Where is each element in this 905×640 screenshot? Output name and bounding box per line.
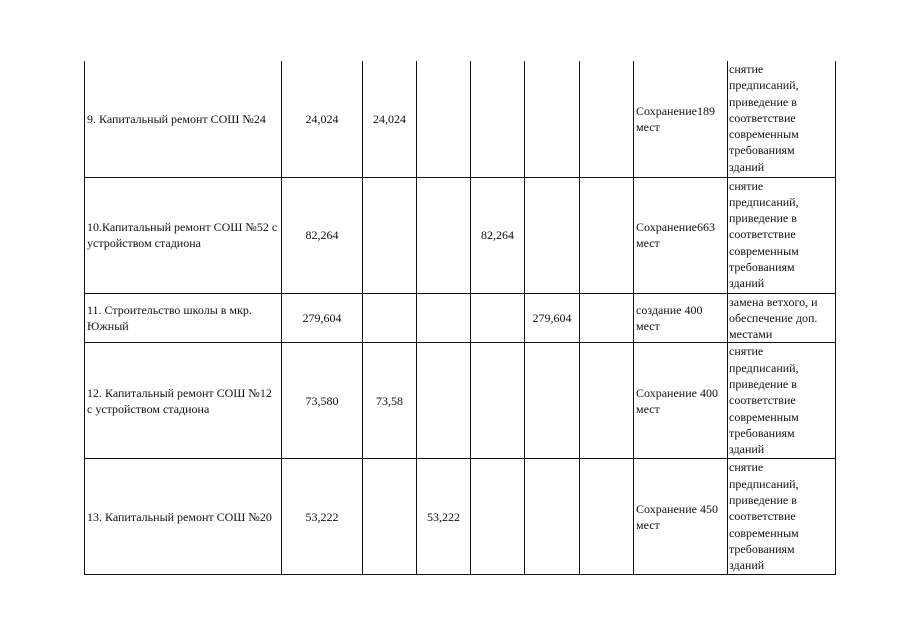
purpose-line: требованиям <box>729 143 795 158</box>
year-cost-cell <box>471 459 525 575</box>
purpose-cell <box>728 343 836 459</box>
total-cost-cell: 82,264 <box>282 177 363 293</box>
project-name-cell: 12. Капитальный ремонт СОШ №12 с устройством стадиона <box>85 343 282 459</box>
purpose-line: снятие <box>729 344 764 359</box>
year-cost-cell <box>525 343 580 459</box>
expected-result-cell: Сохранение 450 мест <box>634 459 728 575</box>
year-cost-cell <box>417 61 471 177</box>
total-cost-cell: 24,024 <box>282 61 363 177</box>
purpose-cell <box>728 177 836 293</box>
purpose-line: современным <box>729 243 799 258</box>
total-cost-cell: 73,580 <box>282 343 363 459</box>
purpose-line: соответствие <box>729 509 796 524</box>
year-cost-cell <box>580 177 634 293</box>
year-cost-cell <box>525 459 580 575</box>
year-cost-cell <box>525 61 580 177</box>
purpose-line: зданий <box>729 442 765 457</box>
purpose-line: снятие <box>729 178 764 193</box>
year-cost-cell <box>580 61 634 177</box>
purpose-line: предписаний, <box>729 194 799 209</box>
expected-result-cell: Сохранение189 мест <box>634 61 728 177</box>
purpose-line: современным <box>729 525 799 540</box>
year-cost-cell <box>471 343 525 459</box>
purpose-line: приведение в <box>729 376 797 391</box>
purpose-line: предписаний, <box>729 78 799 93</box>
year-cost-cell <box>471 61 525 177</box>
year-cost-cell: 279,604 <box>525 293 580 343</box>
purpose-line: зданий <box>729 276 765 291</box>
purpose-line: местами <box>729 327 773 342</box>
year-cost-cell: 24,024 <box>363 61 417 177</box>
purpose-line: снятие <box>729 62 764 76</box>
purpose-line: приведение в <box>729 492 797 507</box>
project-name-cell: 10.Капитальный ремонт СОШ №52 с устройством стадиона <box>85 177 282 293</box>
table-row <box>85 293 836 343</box>
purpose-line: современным <box>729 127 799 142</box>
total-cost-cell: 53,222 <box>282 459 363 575</box>
purpose-line: предписаний, <box>729 360 799 375</box>
year-cost-cell <box>417 177 471 293</box>
purpose-line: снятие <box>729 460 764 475</box>
table-row <box>85 343 836 459</box>
project-name-cell: 13. Капитальный ремонт СОШ №20 <box>85 459 282 575</box>
expected-result-cell: Сохранение663 мест <box>634 177 728 293</box>
year-cost-cell <box>363 459 417 575</box>
year-cost-cell: 53,222 <box>417 459 471 575</box>
project-name-cell: 9. Капитальный ремонт СОШ №24 <box>85 61 282 177</box>
total-cost-cell: 279,604 <box>282 293 363 343</box>
year-cost-cell <box>580 293 634 343</box>
purpose-line: соответствие <box>729 227 796 242</box>
year-cost-cell: 73,58 <box>363 343 417 459</box>
year-cost-cell <box>471 293 525 343</box>
year-cost-cell: 82,264 <box>471 177 525 293</box>
purpose-line: предписаний, <box>729 476 799 491</box>
year-cost-cell <box>417 343 471 459</box>
year-cost-cell <box>417 293 471 343</box>
purpose-line: современным <box>729 409 799 424</box>
table-row <box>85 177 836 293</box>
purpose-line: приведение в <box>729 94 797 109</box>
year-cost-cell <box>525 177 580 293</box>
project-name-cell: 11. Строительство школы в мкр. Южный <box>85 293 282 343</box>
year-cost-cell <box>363 177 417 293</box>
expected-result-cell: Сохранение 400 мест <box>634 343 728 459</box>
purpose-cell <box>728 293 836 343</box>
year-cost-cell <box>580 459 634 575</box>
purpose-line: требованиям <box>729 259 795 274</box>
table-row <box>85 459 836 575</box>
purpose-line: зданий <box>729 558 765 573</box>
purpose-cell <box>728 459 836 575</box>
year-cost-cell <box>580 343 634 459</box>
purpose-line: замена ветхого, и <box>729 294 818 309</box>
table-row <box>85 61 836 177</box>
purpose-line: требованиям <box>729 425 795 440</box>
purpose-line: приведение в <box>729 211 797 226</box>
program-table <box>84 61 836 575</box>
purpose-line: обеспечение доп. <box>729 310 818 325</box>
purpose-line: зданий <box>729 159 765 174</box>
purpose-line: соответствие <box>729 393 796 408</box>
purpose-line: требованиям <box>729 541 795 556</box>
expected-result-cell: создание 400 мест <box>634 293 728 343</box>
purpose-cell <box>728 61 836 177</box>
purpose-line: соответствие <box>729 110 796 125</box>
year-cost-cell <box>363 293 417 343</box>
